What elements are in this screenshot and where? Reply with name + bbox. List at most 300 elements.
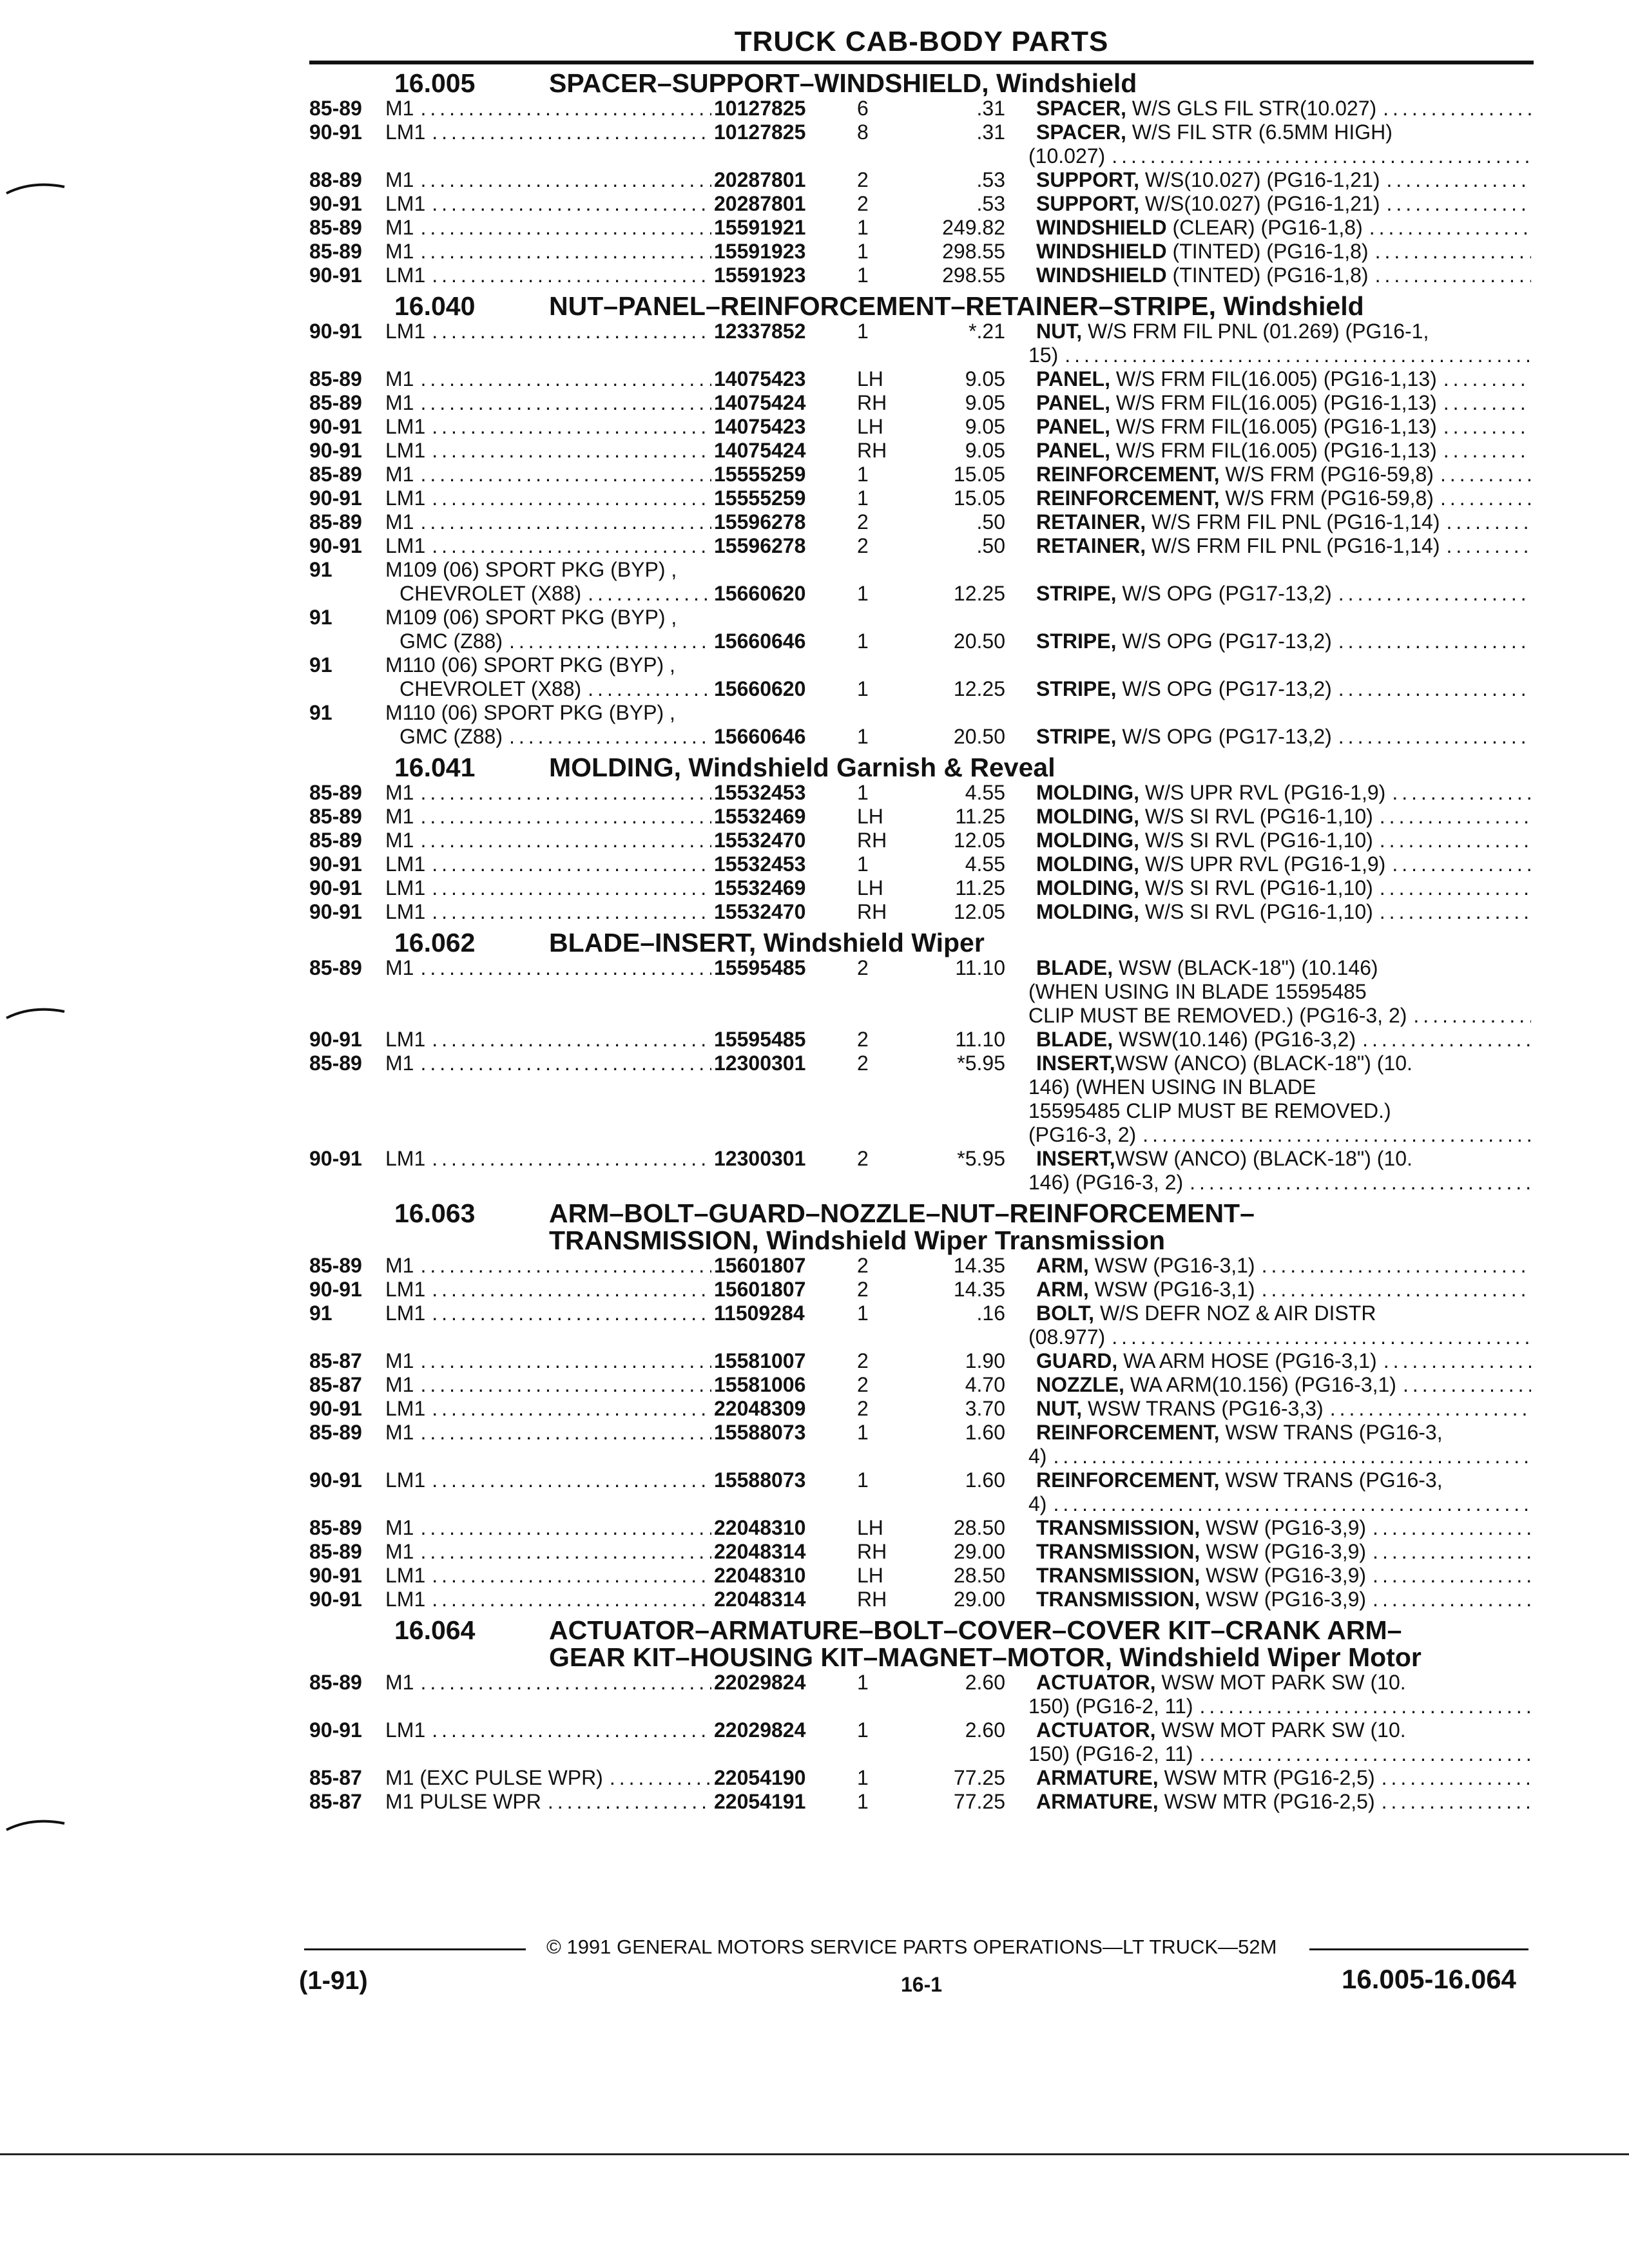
description	[1036, 391, 1437, 415]
description-text: (CLEAR) (PG16-1,8)	[1166, 216, 1363, 239]
price: 15.05	[953, 463, 1005, 486]
description-text: W/S(10.027) (PG16-1,21)	[1139, 168, 1380, 191]
model-cell	[385, 1718, 714, 1742]
model-cell	[385, 677, 714, 701]
continuation-spacer	[309, 1325, 1005, 1349]
part-row	[309, 677, 1534, 701]
continuation-text: (10.027)	[1028, 144, 1106, 168]
section-number: 16.062	[394, 928, 476, 957]
model-year: 91	[309, 558, 333, 581]
model-year	[309, 582, 385, 606]
section-title: MOLDING, Windshield Garnish & Reveal	[549, 753, 1055, 782]
description	[1036, 240, 1369, 264]
model-year: 90-91	[309, 1588, 362, 1611]
description-cell	[1036, 677, 1534, 701]
description-text: W/S(10.027) (PG16-1,21)	[1139, 192, 1380, 215]
part-number: 15591923	[714, 240, 806, 263]
continuation-cell	[1005, 1004, 1534, 1028]
part-row	[309, 1718, 1534, 1742]
quantity: 1	[857, 320, 869, 343]
dot-leader	[432, 120, 711, 144]
part-row	[309, 1671, 1534, 1695]
model-year: 90-91	[309, 1028, 362, 1051]
model-cell	[385, 1790, 714, 1814]
model-cell	[385, 1588, 714, 1611]
model-year: 85-89	[309, 781, 362, 804]
price: 28.50	[953, 1564, 1005, 1587]
continuation-cell	[1005, 1075, 1534, 1099]
model-code: LM1	[385, 1302, 426, 1325]
model-year: 91	[309, 1302, 333, 1325]
model-year: 90-91	[309, 1397, 362, 1420]
model-year: 85-89	[309, 829, 362, 852]
dot-leader	[420, 510, 711, 534]
model-code: M1	[385, 1052, 414, 1075]
description-keyword: BOLT,	[1036, 1302, 1095, 1325]
model-code: LM1	[385, 852, 426, 876]
price: 3.70	[965, 1397, 1005, 1420]
quantity: 1	[857, 264, 869, 287]
description-keyword: MOLDING,	[1036, 781, 1139, 804]
description-continuation	[309, 1742, 1534, 1766]
dot-leader	[1373, 1516, 1531, 1540]
quantity: LH	[857, 1516, 883, 1539]
model-code: LM1	[385, 320, 426, 343]
part-number: 14075424	[714, 439, 806, 462]
description-text: WSW MTR (PG16-2,5)	[1158, 1790, 1375, 1813]
description-keyword: SUPPORT,	[1036, 168, 1140, 191]
dot-leader	[1375, 240, 1531, 264]
description-cell	[1036, 367, 1534, 391]
model-cell	[385, 367, 714, 391]
part-number: 15532469	[714, 805, 806, 828]
price: 20.50	[953, 725, 1005, 748]
description-keyword: SPACER,	[1036, 97, 1126, 120]
quantity: 1	[857, 852, 869, 876]
model-year: 85-87	[309, 1349, 362, 1372]
part-number: 20287801	[714, 192, 806, 215]
part-number: 15532470	[714, 829, 806, 852]
description-continuation	[309, 1171, 1534, 1195]
quantity: 1	[857, 240, 869, 263]
model-code: M110 (06) SPORT PKG (BYP) ,	[385, 653, 675, 677]
description-text: W/S FRM FIL(16.005) (PG16-1,13)	[1110, 367, 1437, 390]
part-number: 12300301	[714, 1052, 806, 1075]
dot-leader	[1338, 677, 1531, 701]
part-number: 22048310	[714, 1564, 806, 1587]
part-number: 12337852	[714, 320, 806, 343]
model-year: 85-87	[309, 1766, 362, 1789]
part-row	[309, 1147, 1534, 1171]
footer-rule-right	[1309, 1948, 1528, 1950]
description-text: W/S FRM FIL PNL (01.269) (PG16-1,	[1082, 320, 1429, 343]
continuation-cell	[1005, 144, 1534, 168]
model-code: M1	[385, 829, 414, 852]
quantity: 1	[857, 582, 869, 605]
description-cell	[1036, 1516, 1534, 1540]
price: .53	[976, 192, 1005, 215]
model-code: LM1	[385, 1564, 426, 1587]
part-row	[309, 1790, 1534, 1814]
price: .31	[976, 97, 1005, 120]
part-row	[309, 781, 1534, 805]
part-row	[309, 320, 1534, 343]
dot-leader	[1380, 805, 1531, 829]
description	[1036, 1302, 1376, 1325]
description-keyword: SPACER,	[1036, 120, 1126, 144]
model-code: LM1	[385, 1468, 426, 1492]
price: 14.35	[953, 1254, 1005, 1277]
description-text: W/S OPG (PG17-13,2)	[1116, 725, 1332, 748]
model-cell	[385, 900, 714, 924]
description-keyword: RETAINER,	[1036, 534, 1146, 557]
part-number: 15595485	[714, 1028, 806, 1051]
description	[1036, 97, 1376, 120]
model-cell	[385, 829, 714, 852]
dot-leader	[588, 677, 711, 701]
model-year: 85-89	[309, 463, 362, 486]
description-keyword: ARM,	[1036, 1254, 1089, 1277]
section-title: NUT–PANEL–REINFORCEMENT–RETAINER–STRIPE, Windshield	[549, 291, 1364, 321]
footer-range: 16.005-16.064	[1342, 1964, 1516, 1994]
part-row	[309, 264, 1534, 287]
part-row-model-line	[309, 558, 1534, 582]
dot-leader	[420, 1349, 711, 1373]
dot-leader	[1383, 97, 1531, 120]
description-keyword: RETAINER,	[1036, 510, 1146, 533]
description	[1036, 956, 1378, 980]
description	[1036, 216, 1363, 240]
model-code: LM1	[385, 900, 426, 923]
model-cell	[385, 725, 714, 749]
part-number: 15591921	[714, 216, 806, 239]
description-text: WSW TRANS (PG16-3,	[1219, 1468, 1443, 1492]
description-cell	[1036, 1790, 1534, 1814]
dot-leader	[1065, 343, 1531, 367]
model-year: 90-91	[309, 120, 362, 144]
description-cell	[1036, 852, 1534, 876]
model-code: M1	[385, 1421, 414, 1444]
model-cell	[385, 805, 714, 829]
part-number: 15532469	[714, 876, 806, 899]
part-row	[309, 1766, 1534, 1790]
price: .31	[976, 120, 1005, 144]
model-year: 90-91	[309, 876, 362, 899]
continuation-cell	[1005, 1099, 1534, 1123]
model-code: M1	[385, 781, 414, 804]
model-cell	[385, 1278, 714, 1302]
part-row	[309, 805, 1534, 829]
dot-leader	[420, 97, 711, 120]
description-text: W/S FRM FIL(16.005) (PG16-1,13)	[1110, 391, 1437, 414]
dot-leader	[420, 391, 711, 415]
description-cell	[1036, 1028, 1534, 1052]
description-cell	[1036, 629, 1534, 653]
description	[1036, 629, 1332, 653]
description-keyword: REINFORCEMENT,	[1036, 1421, 1220, 1444]
description	[1036, 805, 1373, 829]
model-year: 85-89	[309, 367, 362, 390]
dot-leader	[1446, 534, 1531, 558]
description-keyword: ACTUATOR,	[1036, 1671, 1156, 1694]
description-cell	[1036, 900, 1534, 924]
part-row	[309, 240, 1534, 264]
dot-leader	[1338, 629, 1531, 653]
header-rule	[309, 61, 1534, 64]
dot-leader	[1053, 1445, 1531, 1468]
dot-leader	[1387, 192, 1531, 216]
price: 9.05	[965, 391, 1005, 414]
quantity: 2	[857, 1349, 869, 1372]
dot-leader	[432, 1468, 711, 1492]
description	[1036, 1373, 1396, 1397]
dot-leader	[432, 852, 711, 876]
description-continuation	[309, 1099, 1534, 1123]
model-year: 91	[309, 701, 333, 724]
continuation-spacer	[309, 343, 1005, 367]
description	[1036, 1468, 1443, 1492]
model-year: 91	[309, 653, 333, 677]
description-keyword: ACTUATOR,	[1036, 1718, 1156, 1742]
description	[1036, 1564, 1366, 1588]
continuation-text: (WHEN USING IN BLADE 15595485	[1028, 980, 1367, 1003]
binder-hole-mark	[0, 1804, 77, 1843]
section-heading-continued	[309, 1227, 1534, 1254]
model-code: M1	[385, 1540, 414, 1563]
part-row	[309, 1349, 1534, 1373]
model-code: M1	[385, 1671, 414, 1694]
part-row	[309, 1421, 1534, 1445]
model-year: 90-91	[309, 1564, 362, 1587]
dot-leader	[1112, 144, 1531, 168]
quantity: 2	[857, 534, 869, 557]
section-title: BLADE–INSERT, Windshield Wiper	[549, 928, 985, 957]
dot-leader	[1392, 852, 1531, 876]
quantity: 2	[857, 1278, 869, 1301]
parts-section	[309, 1617, 1534, 1814]
dot-leader	[1330, 1397, 1531, 1421]
price: 249.82	[942, 216, 1005, 239]
part-row-model-line	[309, 606, 1534, 629]
dot-leader	[1443, 439, 1531, 463]
part-number: 12300301	[714, 1147, 806, 1170]
description-keyword: TRANSMISSION,	[1036, 1540, 1200, 1563]
continuation-cell	[1005, 1742, 1534, 1766]
parts-section	[309, 929, 1534, 1195]
description-text: WSW (PG16-3,9)	[1200, 1540, 1367, 1563]
description-cell	[1036, 486, 1534, 510]
part-row	[309, 1278, 1534, 1302]
description-text: WSW MOT PARK SW (10.	[1155, 1671, 1406, 1694]
description	[1036, 534, 1440, 558]
description-keyword: PANEL,	[1036, 391, 1110, 414]
quantity: 2	[857, 1254, 869, 1277]
description	[1036, 900, 1373, 924]
description-keyword: BLADE,	[1036, 956, 1113, 979]
description-keyword: TRANSMISSION,	[1036, 1588, 1200, 1611]
section-number-spacer	[309, 1644, 549, 1671]
description-cell	[1036, 725, 1534, 749]
part-number: 15591923	[714, 264, 806, 287]
dot-leader	[1443, 367, 1531, 391]
description-cell	[1036, 1349, 1534, 1373]
description-text: W/S UPR RVL (PG16-1,9)	[1139, 781, 1386, 804]
quantity: 2	[857, 1147, 869, 1170]
dot-leader	[432, 1564, 711, 1588]
model-cell	[385, 1302, 714, 1325]
section-number: 16.040	[394, 291, 476, 321]
price: 1.60	[965, 1421, 1005, 1444]
description-text: WSW (ANCO) (BLACK-18") (10.	[1115, 1147, 1412, 1170]
description	[1036, 1421, 1443, 1445]
price: .50	[976, 534, 1005, 557]
dot-leader	[420, 168, 711, 192]
continuation-cell	[1005, 1325, 1534, 1349]
model-year: 90-91	[309, 192, 362, 215]
dot-leader	[432, 486, 711, 510]
model-cell	[385, 1468, 714, 1492]
price: 4.70	[965, 1373, 1005, 1396]
footer-copyright: © 1991 GENERAL MOTORS SERVICE PARTS OPERATIONS—LT TRUCK—52M	[546, 1936, 1277, 1958]
description-text: W/S FRM (PG16-59,8)	[1219, 486, 1434, 510]
description-cell	[1036, 216, 1534, 240]
section-number: 16.041	[394, 753, 476, 782]
model-year: 85-89	[309, 216, 362, 239]
dot-leader	[420, 463, 711, 486]
description	[1036, 264, 1369, 287]
quantity: 2	[857, 510, 869, 533]
price: .16	[976, 1302, 1005, 1325]
quantity: RH	[857, 1588, 887, 1611]
description-cell	[1036, 1302, 1534, 1325]
description-text: W/S FRM (PG16-59,8)	[1219, 463, 1434, 486]
model-cell	[385, 168, 714, 192]
page-title: TRUCK CAB-BODY PARTS	[734, 26, 1109, 57]
continuation-cell	[1005, 1445, 1534, 1468]
model-code: CHEVROLET (X88)	[400, 582, 582, 605]
model-year: 85-89	[309, 240, 362, 263]
continuation-cell	[1005, 1695, 1534, 1718]
model-cell	[385, 1516, 714, 1540]
model-year: 90-91	[309, 534, 362, 557]
model-cell	[385, 629, 714, 653]
quantity: 2	[857, 1397, 869, 1420]
quantity: 2	[857, 1373, 869, 1396]
section-heading	[309, 1617, 1534, 1644]
price: 298.55	[942, 240, 1005, 263]
dot-leader	[1446, 510, 1531, 534]
quantity: RH	[857, 391, 887, 414]
dot-leader	[432, 1397, 711, 1421]
quantity: 1	[857, 677, 869, 700]
part-number: 15588073	[714, 1421, 806, 1444]
description	[1036, 192, 1380, 216]
footer-rule-left	[304, 1948, 526, 1950]
parts-section	[309, 1200, 1534, 1611]
model-code: M1	[385, 216, 414, 239]
dot-leader	[1142, 1123, 1531, 1147]
model-year: 85-89	[309, 1540, 362, 1563]
model-code: LM1	[385, 415, 426, 438]
description-text: (TINTED) (PG16-1,8)	[1166, 264, 1369, 287]
dot-leader	[509, 629, 711, 653]
part-number: 20287801	[714, 168, 806, 191]
model-code: LM1	[385, 120, 426, 144]
dot-leader	[420, 1254, 711, 1278]
description	[1036, 320, 1429, 343]
model-year: 85-89	[309, 391, 362, 414]
description-cell	[1036, 240, 1534, 264]
binder-hole-mark	[0, 992, 77, 1031]
model-year: 90-91	[309, 1278, 362, 1301]
description-cell	[1036, 415, 1534, 439]
dot-leader	[1382, 1766, 1531, 1790]
model-year: 85-89	[309, 97, 362, 120]
description-text: WA ARM HOSE (PG16-3,1)	[1117, 1349, 1377, 1372]
price: *5.95	[957, 1147, 1005, 1170]
part-row	[309, 900, 1534, 924]
dot-leader	[432, 320, 711, 343]
part-row	[309, 1468, 1534, 1492]
description-keyword: ARM,	[1036, 1278, 1089, 1301]
description	[1036, 1147, 1412, 1171]
sections-container	[309, 70, 1534, 1814]
description-cell	[1036, 192, 1534, 216]
continuation-spacer	[309, 1099, 1005, 1123]
parts-section	[309, 293, 1534, 749]
footer-date: (1-91)	[299, 1966, 368, 1995]
section-number-spacer	[309, 1227, 549, 1254]
description	[1036, 1718, 1406, 1742]
description-text: WA ARM(10.156) (PG16-3,1)	[1124, 1373, 1396, 1396]
description-text: W/S OPG (PG17-13,2)	[1116, 629, 1332, 653]
model-year: 85-89	[309, 510, 362, 533]
description-text: W/S SI RVL (PG16-1,10)	[1139, 805, 1373, 828]
part-number: 15601807	[714, 1278, 806, 1301]
description-keyword: WINDSHIELD	[1036, 240, 1167, 263]
description-keyword: BLADE,	[1036, 1028, 1113, 1051]
continuation-text: 4)	[1028, 1445, 1047, 1468]
description	[1036, 1790, 1375, 1814]
dot-leader	[1200, 1695, 1531, 1718]
description-keyword: NUT,	[1036, 1397, 1083, 1420]
description-keyword: INSERT,	[1036, 1147, 1115, 1170]
quantity: 1	[857, 486, 869, 510]
continuation-text: 15)	[1028, 343, 1059, 367]
description	[1036, 725, 1332, 749]
description	[1036, 677, 1332, 701]
part-row	[309, 1373, 1534, 1397]
description-continuation	[309, 1695, 1534, 1718]
continuation-spacer	[309, 1075, 1005, 1099]
description-cell	[1036, 1671, 1534, 1695]
continuation-spacer	[309, 1492, 1005, 1516]
model-code: M1	[385, 510, 414, 533]
price: 1.90	[965, 1349, 1005, 1372]
part-number: 15596278	[714, 510, 806, 533]
dot-leader	[1262, 1278, 1531, 1302]
part-row	[309, 956, 1534, 980]
model-cell	[385, 1147, 714, 1171]
price: *.21	[969, 320, 1005, 343]
part-row	[309, 1516, 1534, 1540]
section-heading	[309, 754, 1534, 781]
dot-leader	[1440, 486, 1531, 510]
dot-leader	[1375, 264, 1531, 287]
model-year	[309, 629, 385, 653]
model-code: LM1	[385, 1278, 426, 1301]
part-row-model-line	[309, 701, 1534, 725]
